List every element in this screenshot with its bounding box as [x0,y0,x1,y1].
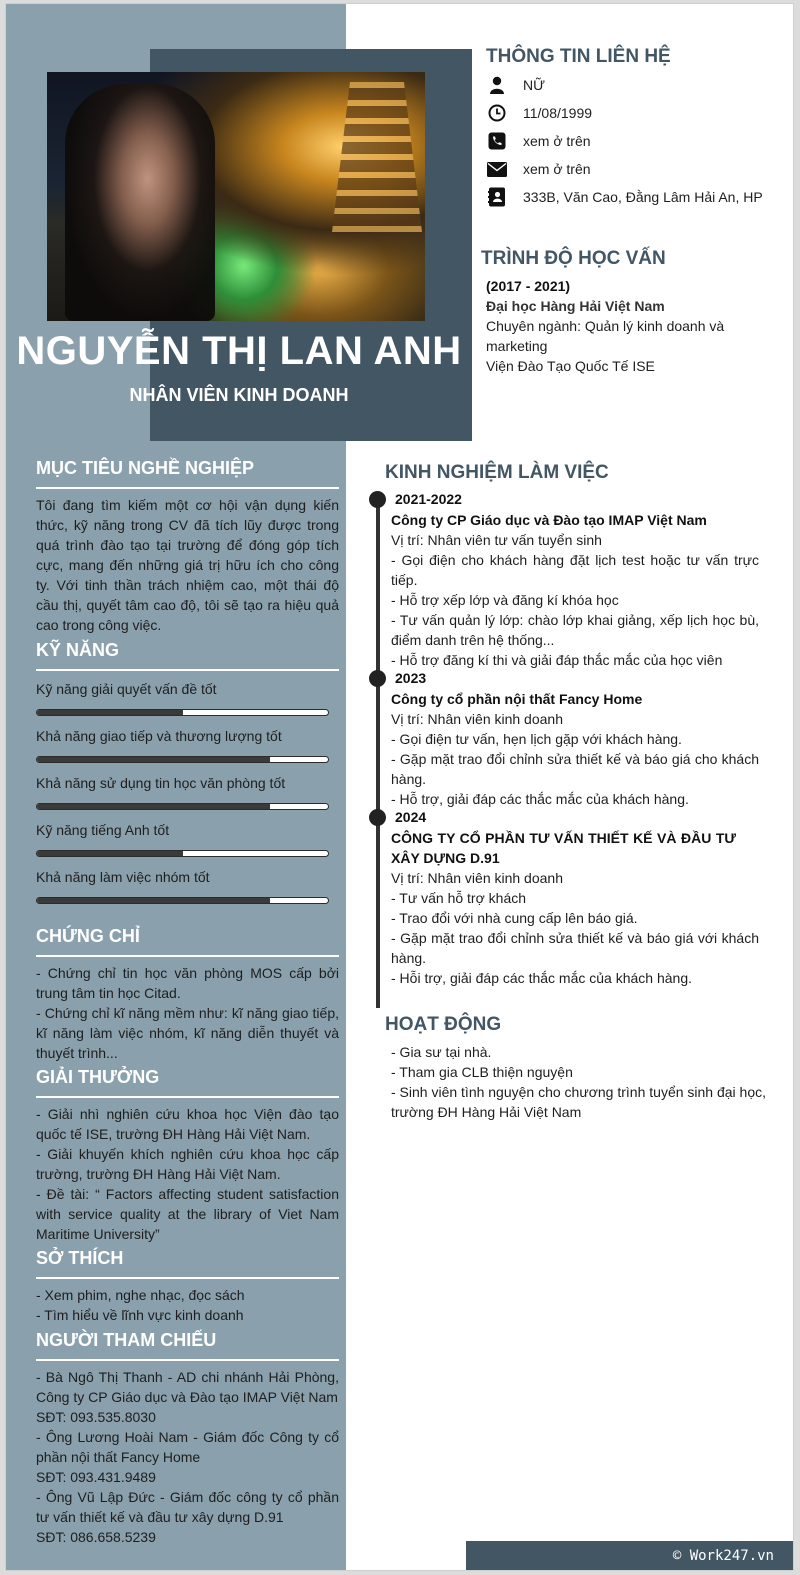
job-line: - Hỗ trợ xếp lớp và đăng kí khóa học [391,592,619,608]
skill-bar [36,756,329,763]
job-company: Công ty CP Giáo dục và Đào tạo IMAP Việt Nam [391,512,707,528]
experience-heading: KINH NGHIỆM LÀM VIỆC [385,462,609,483]
photo-person [65,84,215,321]
awards-section [36,1067,339,1244]
contact-text: xem ở trên [523,133,591,149]
job-line: - Tư vấn hỗ trợ khách [391,890,527,906]
contact-birthday [486,99,592,127]
skill-bar-fill [37,898,270,903]
job-line: - Tư vấn quản lý lớp: chào lớp khai giảng, xếp lịch học bù, điểm danh trên hệ thống... [391,612,759,648]
skill-bar-fill [37,804,270,809]
skill-bar [36,850,329,857]
hobbies-heading: SỞ THÍCH [36,1248,339,1279]
award-item: - Giải khuyến khích nghiên cứu khoa học cấp trường, trường ĐH Hàng Hải Việt Nam. [36,1146,339,1182]
objective-text: Tôi đang tìm kiếm một cơ hội vận dụng kiến thức, kỹ năng trong CV đã tích lũy được trong quá trình đào tạo tại trường để đóng góp tích cực, mang đến những giá trị hữu ích cho công ty. Với tinh thần trách nhiệm cao, một thái độ cầu thị, quyết tâm cao độ, tôi sẽ tạo ra hiệu quả cao trong công việc. [36,497,339,633]
objective-section [36,458,339,635]
skills-section [36,640,339,912]
skill-bar-fill [37,757,270,762]
skill-label: Kỹ năng giải quyết vấn đề tốt [36,681,217,697]
certificates-section [36,926,339,1063]
job-year: 2023 [395,670,427,686]
hobbies-section [36,1248,339,1325]
contact-address [486,183,763,211]
skill-label: Kỹ năng tiếng Anh tốt [36,822,170,838]
job-line: Vị trí: Nhân viên kinh doanh [391,870,563,886]
certificate-item: - Chứng chỉ kĩ năng mềm như: kĩ năng giao tiếp, kĩ năng làm việc nhóm, kĩ năng diễn thuyết và thuyết trình... [36,1005,339,1061]
job-line: - Gặp mặt trao đổi chỉnh sửa thiết kế và báo giá với khách hàng. [391,930,759,966]
contact-phone [486,127,591,155]
job-line: - Trao đổi với nhà cung cấp lên báo giá. [391,910,638,926]
awards-heading: GIẢI THƯỞNG [36,1067,339,1098]
timeline-dot [369,670,386,687]
hobbies-list [36,1285,339,1325]
timeline-dot [369,809,386,826]
job-company: CÔNG TY CỔ PHẦN TƯ VẤN THIẾT KẾ VÀ ĐẦU TƯ XÂY DỰNG D.91 [391,830,736,866]
skill-bar [36,709,329,716]
education-heading: TRÌNH ĐỘ HỌC VẤN [481,248,666,269]
education-details [486,276,786,376]
job-line: - Hỗi trợ, giải đáp các thắc mắc của khách hàng. [391,970,692,986]
certificates-heading: CHỨNG CHỈ [36,926,339,957]
award-item: - Giải nhì nghiên cứu khoa học Viện đào tạo quốc tế ISE, trường ĐH Hàng Hải Việt Nam. [36,1106,339,1142]
contact-text: xem ở trên [523,161,591,177]
candidate-name: NGUYỄN THỊ LAN ANH [16,329,462,373]
address-card-icon [486,187,508,207]
references-heading: NGƯỜI THAM CHIẾU [36,1330,339,1361]
skill-bar-fill [37,851,183,856]
timeline-dot [369,491,386,508]
clock-icon [486,103,508,123]
skills-heading: KỸ NĂNG [36,640,339,671]
skill-item [36,771,339,818]
job-line: - Hỗ trợ, giải đáp các thắc mắc của khách hàng. [391,791,689,807]
reference-phone: SĐT: 093.431.9489 [36,1469,156,1485]
phone-icon [486,131,508,151]
contact-text: 333B, Văn Cao, Đằng Lâm Hải An, HP [523,189,763,205]
education-period: (2017 - 2021) [486,278,571,294]
job-line: - Gặp mặt trao đổi chỉnh sửa thiết kế và báo giá cho khách hàng. [391,751,759,787]
skill-bar-fill [37,710,183,715]
skill-label: Khả năng giao tiếp và thương lượng tốt [36,728,282,744]
hobby-item: - Xem phim, nghe nhạc, đọc sách [36,1287,245,1303]
skill-item [36,724,339,771]
skill-item [36,677,339,724]
cv-page [5,3,794,1571]
reference-phone: SĐT: 086.658.5239 [36,1529,156,1545]
award-item: - Đề tài: “ Factors affecting student satisfaction with service quality at the library of Viet Nam Maritime University” [36,1186,339,1242]
certificate-item: - Chứng chỉ tin học văn phòng MOS cấp bởi trung tâm tin học Citad. [36,965,339,1001]
skill-label: Khả năng sử dụng tin học văn phòng tốt [36,775,286,791]
activity-item: - Sinh viên tình nguyện cho chương trình tuyển sinh đại học, trường ĐH Hàng Hải Việt Nam [391,1084,767,1120]
job-details [391,510,759,670]
photo-pagoda [332,82,422,232]
reference-item: - Ông Vũ Lập Đức - Giám đốc công ty cổ phần tư vấn thiết kế và đầu tư xây dựng D.91 [36,1489,339,1525]
skills-list [36,677,339,912]
contact-heading: THÔNG TIN LIÊN HỆ [486,46,671,67]
skill-item [36,865,339,912]
contact-text: NỮ [523,77,546,93]
skill-bar [36,803,329,810]
certificates-list [36,963,339,1063]
skill-item [36,818,339,865]
activities-list [391,1042,766,1122]
references-section [36,1330,339,1547]
education-major: Chuyên ngành: Quản lý kinh doanh và marketing [486,318,725,354]
awards-list [36,1104,339,1244]
profile-photo [47,72,425,321]
job-line: Vị trí: Nhân viên tư vấn tuyển sinh [391,532,602,548]
timeline-line [376,498,380,1008]
job-year: 2021-2022 [395,491,462,507]
skill-label: Khả năng làm việc nhóm tốt [36,869,210,885]
footer-watermark: © Work247.vn [672,1548,774,1564]
footer-bar [466,1541,794,1571]
candidate-job-title: NHÂN VIÊN KINH DOANH [129,385,349,405]
job-year: 2024 [395,809,427,825]
job-line: - Hỗ trợ đăng kí thi và giải đáp thắc mắc của học viên [391,652,723,668]
contact-text: 11/08/1999 [523,105,593,121]
skill-bar [36,897,329,904]
envelope-icon [486,159,508,179]
education-institute: Viện Đào Tạo Quốc Tế ISE [486,358,655,374]
person-icon [486,75,508,95]
hobby-item: - Tìm hiểu về lĩnh vực kinh doanh [36,1307,244,1323]
job-company: Công ty cổ phần nội thất Fancy Home [391,691,643,707]
activity-item: - Tham gia CLB thiện nguyện [391,1064,573,1080]
activities-heading: HOẠT ĐỘNG [385,1014,502,1035]
job-line: - Gọi điện cho khách hàng đặt lịch test hoặc tư vấn trực tiếp. [391,552,759,588]
education-school: Đại học Hàng Hải Việt Nam [486,298,665,314]
activity-item: - Gia sư tại nhà. [391,1044,492,1060]
reference-item: - Ông Lương Hoài Nam - Giám đốc Công ty cổ phần nội thất Fancy Home [36,1429,339,1465]
job-line: - Gọi điện tư vấn, hẹn lịch gặp với khách hàng. [391,731,682,747]
reference-item: - Bà Ngô Thị Thanh - AD chi nhánh Hải Phòng, Công ty CP Giáo dục và Đào tạo IMAP Việt Nam [36,1369,339,1405]
job-details [391,689,759,809]
objective-heading: MỤC TIÊU NGHỀ NGHIỆP [36,458,339,489]
job-details [391,828,759,988]
reference-phone: SĐT: 093.535.8030 [36,1409,156,1425]
contact-gender [486,71,545,99]
contact-email [486,155,591,183]
job-line: Vị trí: Nhân viên kinh doanh [391,711,563,727]
references-list [36,1367,339,1547]
